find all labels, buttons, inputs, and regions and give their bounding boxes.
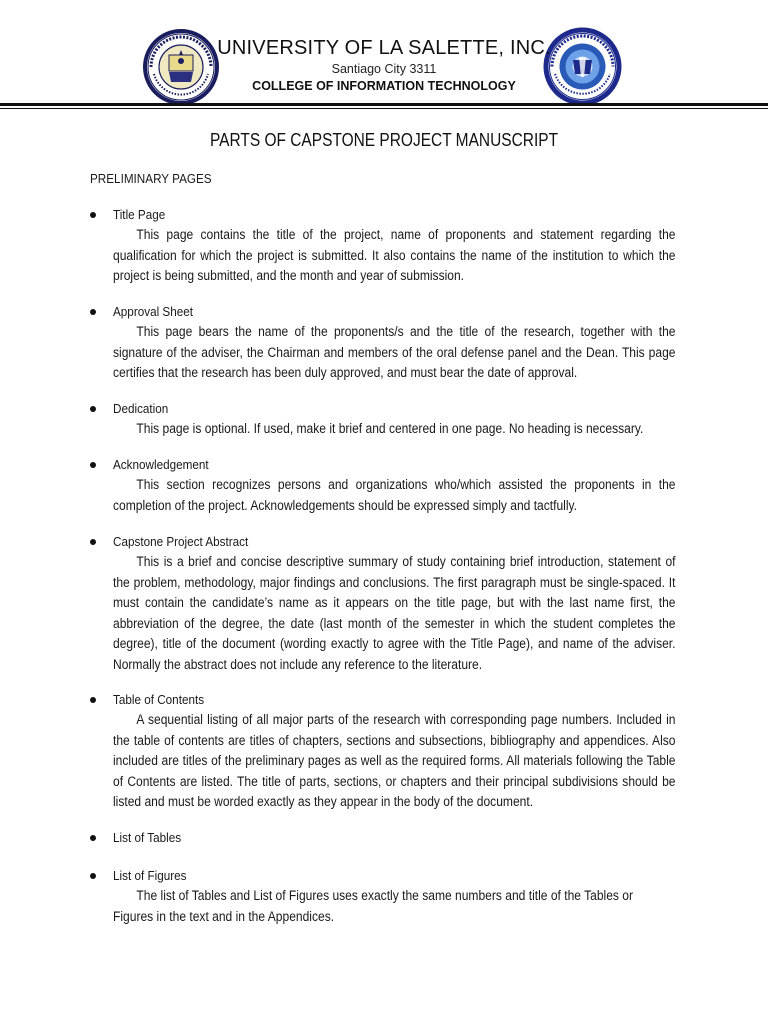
bullet-icon	[90, 462, 96, 468]
college-name: COLLEGE OF INFORMATION TECHNOLOGY	[252, 79, 516, 93]
bullet-icon	[90, 212, 96, 218]
item-description: A sequential listing of all major parts of the research with corresponding page numbers. Included in the table of contents are titles of chapters, sections and subsections, bibliography and appendices. Also included are titles of the preliminary pages as well as the required forms. All materials following the Table of Contents are listed. The title of parts, sections, or chapters and their principal subdivisions should be listed and must be worded exactly as they appear in the body of the document.	[113, 712, 676, 810]
item-label: Dedication	[113, 401, 169, 416]
section-heading: PRELIMINARY PAGES	[90, 171, 212, 186]
item-description: This section recognizes persons and organizations who/which assisted the proponents in the completion of the project. Acknowledgements should be expressed simply and tactfully.	[113, 477, 676, 513]
university-name: UNIVERSITY OF LA SALETTE, INC.	[217, 37, 551, 59]
item-label: Table of Contents	[113, 692, 205, 707]
item-label: Acknowledgement	[113, 457, 209, 472]
item-label: List of Figures	[113, 868, 187, 883]
item-label: List of Tables	[113, 830, 182, 845]
document-title: PARTS OF CAPSTONE PROJECT MANUSCRIPT	[209, 130, 559, 150]
bullet-icon	[90, 309, 96, 315]
item-description: This is a brief and concise descriptive summary of study containing brief introduction, statement of the problem, methodology, major findings and conclusions. The first paragraph must be single-spaced. It must contain the candidate’s name as it appears on the title page, but with the last name first, the abbreviation of the degree, the date (last month of the semester in which the student completes the degree), title of the document (wording exactly to agree with the Title Page), and name of the adviser. Normally the abstract does not include any reference to the literature.	[113, 554, 676, 672]
university-address: Santiago City 3311	[331, 62, 437, 76]
bullet-icon	[90, 539, 96, 545]
item-label: Title Page	[113, 207, 166, 222]
bullet-icon	[90, 697, 96, 703]
bullet-icon	[90, 406, 96, 412]
item-description: This page is optional. If used, make it brief and centered in one page. No heading is necessary.	[136, 421, 644, 436]
header-rule-thin	[0, 108, 768, 109]
bullet-icon	[90, 873, 96, 879]
header-rule-thick	[0, 103, 768, 106]
bullet-icon	[90, 835, 96, 841]
item-description: This page bears the name of the proponents/s and the title of the research, together with the signature of the adviser, the Chairman and members of the oral defense panel and the Dean. This page certifies that the research has been duly approved, and must bear the date of approval.	[113, 324, 676, 381]
item-label: Capstone Project Abstract	[113, 534, 249, 549]
item-description: This page contains the title of the project, name of proponents and statement regarding the qualification for which the project is submitted. It also contains the name of the institution to which the project is being submitted, and the month and year of submission.	[113, 227, 676, 284]
item-label: Approval Sheet	[113, 304, 194, 319]
item-description: The list of Tables and List of Figures uses exactly the same numbers and title of the Tables or Figures in the text and in the Appendices.	[113, 888, 634, 924]
